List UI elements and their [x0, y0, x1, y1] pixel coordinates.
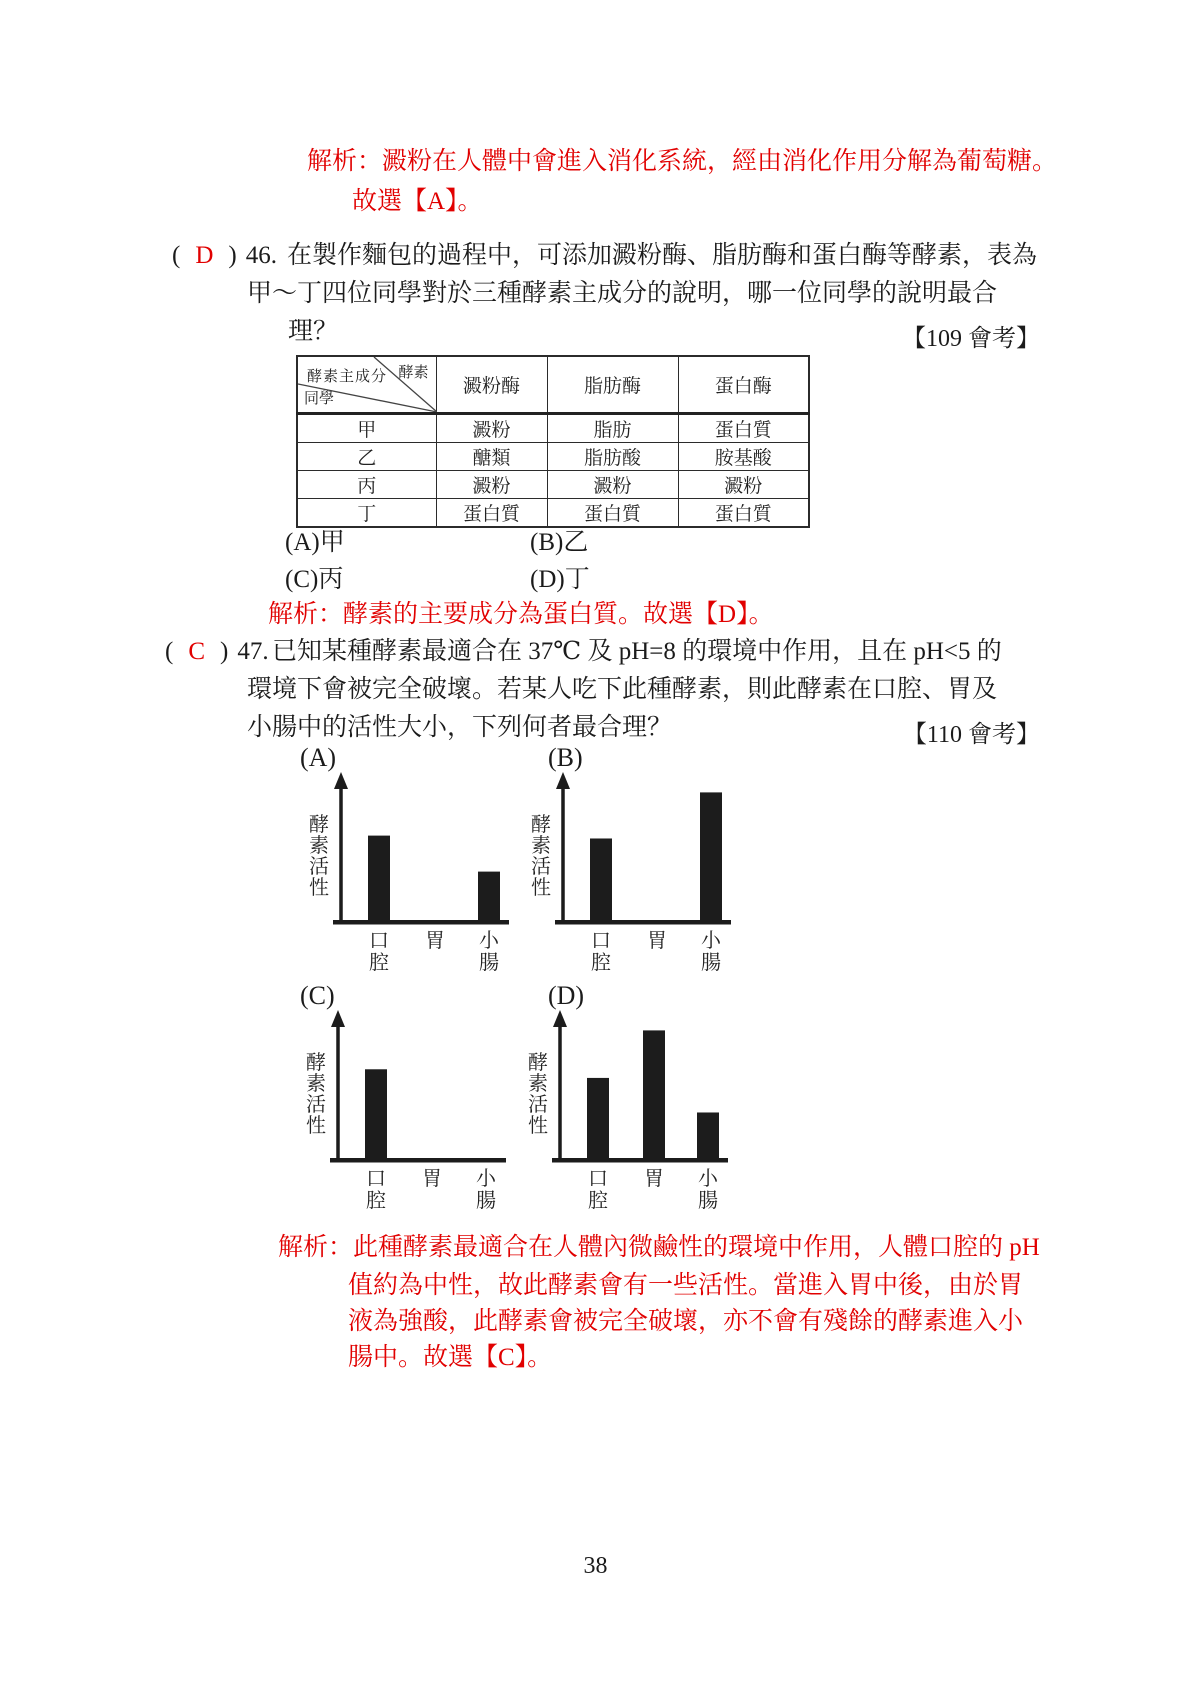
column-header-protease: 蛋白酶 [678, 356, 809, 414]
chart-option-label: (A) [300, 743, 337, 772]
q46-paren-close: ) [228, 242, 237, 269]
q47-paren-open: ( [165, 638, 174, 665]
q46-answer-marker [172, 240, 277, 271]
row-value: 蛋白質 [678, 414, 809, 443]
x-axis-label-char: 口 [366, 1168, 386, 1190]
chart-cell-(C) [280, 983, 510, 1220]
row-value: 澱粉 [436, 471, 547, 499]
page-number: 38 [583, 1553, 608, 1579]
x-axis-label-char: 胃 [644, 1168, 664, 1190]
row-value: 蛋白質 [436, 499, 547, 528]
q47-answer-marker [165, 636, 269, 667]
q47-answer-letter: C [188, 638, 206, 665]
x-axis-label-char: 腔 [369, 952, 389, 974]
q47-exam-tag: 【110 會考】 [902, 722, 1040, 748]
y-axis-label-char: 活 [306, 1094, 326, 1116]
option-key: (D) [530, 566, 565, 593]
y-axis-label-char: 素 [531, 835, 551, 857]
y-axis-label-char: 活 [309, 856, 329, 878]
x-axis-label-char: 腔 [588, 1190, 608, 1212]
x-axis-label-char: 腔 [366, 1190, 386, 1212]
y-axis-label-char: 素 [306, 1073, 326, 1095]
table-header-row [297, 356, 809, 414]
q46-option-b [530, 522, 588, 558]
table-corner-cell [297, 356, 436, 414]
y-axis-label-char: 素 [528, 1073, 548, 1095]
corner-label-main: 酵素主成分 [307, 369, 388, 385]
q47-paren-close: ) [220, 638, 229, 665]
x-axis-label-char: 腸 [698, 1190, 718, 1212]
y-axis-label-char: 酵 [309, 814, 329, 836]
q47-text-line1: 已知某種酵素最適合在 37℃ 及 pH=8 的環境中作用，且在 pH<5 的 [272, 638, 1002, 665]
corner-label-student: 同學 [304, 391, 335, 407]
row-value: 胺基酸 [678, 443, 809, 471]
x-axis-label-char: 小 [476, 1168, 496, 1190]
q46-text-line1: 在製作麵包的過程中，可添加澱粉酶、脂肪酶和蛋白酶等酵素，表為 [287, 242, 1038, 269]
solution-45-line2: 故選【A】。 [352, 188, 483, 215]
q47-solution-line4: 腸中。故選【C】。 [348, 1344, 553, 1371]
bar-口腔 [368, 836, 390, 922]
bar-口腔 [590, 838, 612, 922]
solution-45-label: 解析： [307, 148, 383, 175]
x-axis-label-char: 腸 [479, 952, 499, 974]
chart-option-label: (B) [548, 743, 583, 772]
row-value: 蛋白質 [547, 499, 678, 528]
option-label: 丙 [318, 566, 344, 593]
option-label: 丁 [564, 566, 590, 593]
row-student: 乙 [297, 443, 436, 471]
option-label: 乙 [563, 529, 589, 556]
q46-enzyme-table [296, 355, 810, 528]
x-axis-label-char: 胃 [647, 930, 667, 952]
bar-口腔 [587, 1078, 609, 1160]
q46-text-line2: 甲～丁四位同學對於三種酵素主成分的說明，哪一位同學的說明最合 [247, 280, 998, 307]
y-axis-label-char: 性 [309, 877, 329, 899]
row-value: 脂肪 [547, 414, 678, 443]
x-axis-label-char: 小 [698, 1168, 718, 1190]
column-header-lipase: 脂肪酶 [547, 356, 678, 414]
chart-option-label: (C) [300, 981, 335, 1010]
x-axis-label-char: 口 [591, 930, 611, 952]
q47-solution-line1 [278, 1232, 1040, 1263]
y-axis-label-char: 素 [309, 835, 329, 857]
row-student: 丁 [297, 499, 436, 528]
x-axis-label-char: 小 [701, 930, 721, 952]
q46-text-line3: 理？ [288, 318, 339, 345]
bar-小腸 [697, 1112, 719, 1160]
y-axis-label-char: 酵 [528, 1052, 548, 1074]
q46-solution-label: 解析： [268, 601, 344, 628]
bar-chart-(D) [502, 1008, 732, 1220]
bar-口腔 [365, 1069, 387, 1160]
y-axis-label-char: 酵 [306, 1052, 326, 1074]
chart-cell-(A) [283, 745, 513, 982]
x-axis-label-char: 腔 [591, 952, 611, 974]
x-axis-label-char: 腸 [476, 1190, 496, 1212]
x-axis-label-char: 胃 [425, 930, 445, 952]
column-header-amylase: 澱粉酶 [436, 356, 547, 414]
row-value: 澱粉 [547, 471, 678, 499]
table-row-丙 [297, 471, 809, 499]
y-axis-label-char: 酵 [531, 814, 551, 836]
row-value: 蛋白質 [678, 499, 809, 528]
y-axis-label-char: 活 [528, 1094, 548, 1116]
solution-45-text: 澱粉在人體中會進入消化系統，經由消化作用分解為葡萄糖。 [382, 148, 1058, 175]
q46-exam-tag: 【109 會考】 [902, 326, 1040, 352]
option-key: (A) [285, 529, 320, 556]
option-key: (C) [285, 566, 319, 593]
chart-option-label: (D) [548, 981, 585, 1010]
q46-solution-text: 酵素的主要成分為蛋白質。故選【D】。 [343, 601, 774, 628]
option-label: 甲 [319, 529, 345, 556]
q46-solution [268, 599, 774, 630]
chart-cell-(B) [505, 745, 735, 982]
row-student: 甲 [297, 414, 436, 443]
q46-option-d [530, 559, 590, 595]
q47-solution-label: 解析： [278, 1234, 354, 1261]
corner-label-enzyme: 酵素 [398, 365, 429, 381]
chart-cell-(D) [502, 983, 732, 1220]
q46-option-a [285, 522, 345, 558]
solution-45 [307, 146, 1057, 177]
row-value: 醣類 [436, 443, 547, 471]
x-axis-label-char: 口 [588, 1168, 608, 1190]
bar-小腸 [700, 792, 722, 922]
x-axis-label-char: 腸 [701, 952, 721, 974]
q46-option-c [285, 559, 343, 595]
bar-胃 [643, 1030, 665, 1160]
q47-solution-text: 此種酵素最適合在人體內微鹼性的環境中作用，人體口腔的 pH [353, 1234, 1040, 1261]
y-axis-label-char: 性 [528, 1115, 548, 1137]
table-row-甲 [297, 414, 809, 443]
x-axis-label-char: 小 [479, 930, 499, 952]
y-axis-label-char: 性 [531, 877, 551, 899]
row-student: 丙 [297, 471, 436, 499]
q47-text-line3: 小腸中的活性大小，下列何者最合理？ [247, 714, 673, 741]
q46-answer-letter: D [195, 242, 214, 269]
q47-solution-line2: 值約為中性，故此酵素會有一些活性。當進入胃中後，由於胃 [348, 1272, 1024, 1299]
y-axis-label-char: 性 [306, 1115, 326, 1137]
q47-solution-line3: 液為強酸，此酵素會被完全破壞，亦不會有殘餘的酵素進入小 [348, 1308, 1024, 1335]
row-value: 脂肪酸 [547, 443, 678, 471]
bar-chart-(C) [280, 1008, 510, 1220]
bar-小腸 [478, 872, 500, 922]
y-axis-label-char: 活 [531, 856, 551, 878]
q46-number: 46. [245, 242, 277, 269]
row-value: 澱粉 [436, 414, 547, 443]
bar-chart-(B) [505, 770, 735, 982]
x-axis-label-char: 口 [369, 930, 389, 952]
row-value: 澱粉 [678, 471, 809, 499]
q47-number: 47. [237, 638, 269, 665]
q47-text-line2: 環境下會被完全破壞。若某人吃下此種酵素，則此酵素在口腔、胃及 [247, 676, 998, 703]
option-key: (B) [530, 529, 564, 556]
x-axis-label-char: 胃 [422, 1168, 442, 1190]
bar-chart-(A) [283, 770, 513, 982]
q46-paren-open: ( [172, 242, 181, 269]
table-row-乙 [297, 443, 809, 471]
